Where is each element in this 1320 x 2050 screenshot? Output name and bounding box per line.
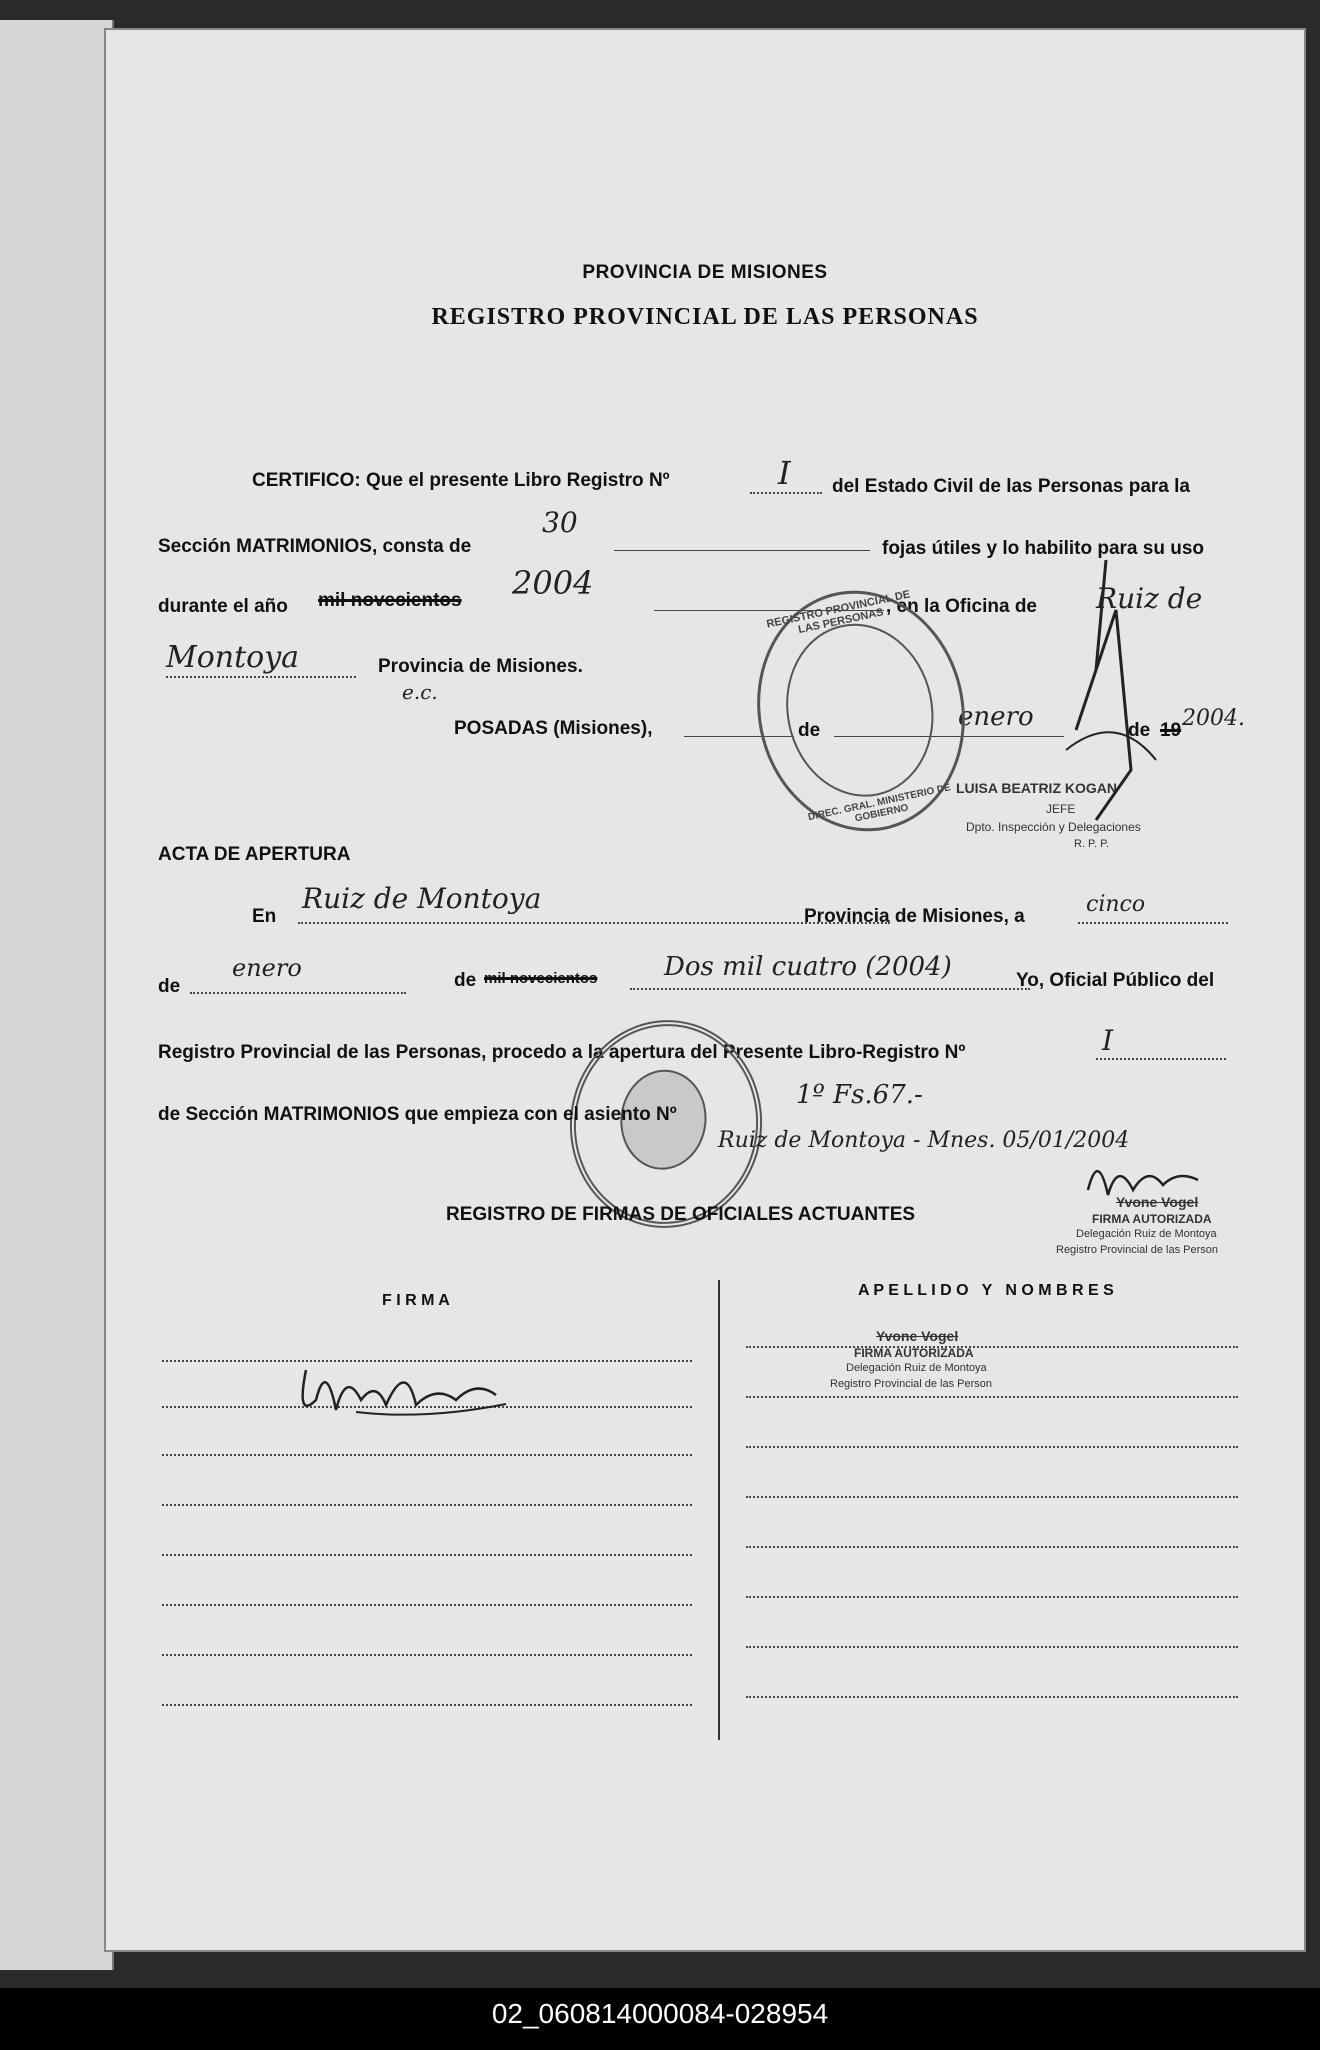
acta-day-line [1078, 922, 1228, 924]
sig-stamp-title-top: FIRMA AUTORIZADA [1092, 1212, 1212, 1226]
acta-book-line [1096, 1058, 1226, 1060]
acta-title: ACTA DE APERTURA [158, 844, 351, 865]
acta-prov-label: Provincia de Misiones, a [804, 906, 1025, 927]
year-value: 2004 [512, 564, 594, 602]
office-part2: Montoya [166, 640, 300, 675]
year-struck: mil novecientos [318, 590, 462, 611]
firma-line-7 [162, 1654, 692, 1656]
acta-place-line [298, 922, 890, 924]
left-page-edge [0, 20, 114, 1970]
round-seal-outer-text: REGISTRO PROVINCIAL DE LAS PERSONAS [765, 588, 912, 637]
sig-stamp-delegation-top: Delegación Ruiz de Montoya [1076, 1228, 1217, 1240]
sig-stamp-registry: Registro Provincial de las Person [830, 1378, 993, 1390]
cert-line3-end: , en la Oficina de [886, 596, 1037, 617]
acta-month-line [190, 992, 406, 994]
posadas-label: POSADAS (Misiones), [454, 718, 653, 739]
book-number: I [778, 454, 791, 492]
acta-en: En [252, 906, 277, 927]
nombre-line-5 [746, 1546, 1238, 1548]
posadas-de2: de [1128, 720, 1151, 741]
office-line [166, 676, 356, 678]
posadas-year: 2004. [1182, 706, 1245, 731]
cert-line1-text: CERTIFICO: Que el presente Libro Registro Nº [252, 470, 670, 491]
firmas-title: REGISTRO DE FIRMAS DE OFICIALES ACTUANTES [446, 1204, 916, 1225]
acta-line3: Registro Provincial de las Personas, procedo a la apertura del Presente Libro-Registro Nº [158, 1042, 966, 1063]
firma-line-5 [162, 1554, 692, 1556]
official-stamp-role: JEFE [1046, 802, 1076, 816]
firmas-divider [718, 1280, 720, 1740]
firmas-col2-header: A P E L L I D O Y N O M B R E S [858, 1282, 1114, 1299]
nombre-line-8 [746, 1696, 1238, 1698]
nombre-line-4 [746, 1496, 1238, 1498]
acta-day: cinco [1086, 892, 1146, 917]
nombre-line-1 [746, 1346, 1238, 1348]
acta-note: Ruiz de Montoya - Mnes. 05/01/2004 [718, 1128, 1130, 1153]
office-part1: Ruiz de [1096, 582, 1203, 615]
document-id-footer: 02_060814000084-028954 [0, 1988, 1320, 2050]
book-number-line [750, 492, 822, 494]
fojas-value: 30 [542, 506, 578, 539]
acta-year-struck: mil novecientos [484, 970, 598, 987]
round-seal-inner-text: DIREC. GRAL. MINISTERIO DE GOBIERNO [807, 782, 952, 825]
cert-line2-end: fojas útiles y lo habilito para su uso [882, 538, 1205, 559]
acta-year-words: Dos mil cuatro (2004) [664, 952, 952, 982]
sig-stamp-name-top: Yvone Vogel [1116, 1194, 1199, 1210]
sig-stamp-registry-top: Registro Provincial de las Person [1056, 1244, 1219, 1256]
acta-line4: de Sección MATRIMONIOS que empieza con el asiento Nº [158, 1104, 677, 1125]
acta-place: Ruiz de Montoya [302, 882, 542, 915]
official-signature [1036, 550, 1186, 830]
firma-line-4 [162, 1504, 692, 1506]
nombre-line-7 [746, 1646, 1238, 1648]
registry-heading: REGISTRO PROVINCIAL DE LAS PERSONAS [431, 304, 979, 330]
cert-line3-text: durante el año [158, 596, 288, 617]
firma-line-3 [162, 1454, 692, 1456]
initials: e.c. [402, 680, 438, 704]
official-stamp-dept: Dpto. Inspección y Delegaciones [966, 820, 1141, 834]
acta-de2: de [454, 970, 477, 991]
acta-month: enero [232, 954, 302, 982]
round-seal-inner [770, 610, 949, 811]
firmas-col1-header: F I R M A [382, 1292, 450, 1309]
firma-line-8 [162, 1704, 692, 1706]
firma-line-6 [162, 1604, 692, 1606]
posadas-month: enero [958, 702, 1034, 732]
fojas-line [614, 550, 870, 551]
document-page [104, 28, 1306, 1952]
province-heading: PROVINCIA DE MISIONES [582, 262, 828, 283]
acta-book-number: I [1102, 1024, 1114, 1057]
sig-stamp-name: Yvone Vogel [876, 1328, 959, 1344]
cert-line2-text: Sección MATRIMONIOS, consta de [158, 536, 472, 557]
sig-stamp-delegation: Delegación Ruiz de Montoya [846, 1362, 987, 1374]
firma-signature [286, 1340, 526, 1430]
nombre-line-3 [746, 1446, 1238, 1448]
sig-stamp-title: FIRMA AUTORIZADA [854, 1346, 974, 1360]
official-stamp-name: LUISA BEATRIZ KOGAN [956, 780, 1117, 796]
acta-yo: Yo, Oficial Público del [1016, 970, 1215, 991]
cert-line4-text: Provincia de Misiones. [378, 656, 583, 677]
cert-line1-end: del Estado Civil de las Personas para la [832, 476, 1190, 497]
acta-asiento: 1º Fs.67.- [796, 1080, 923, 1110]
official-stamp-org: R. P. P. [1074, 838, 1110, 850]
posadas-year-struck: 19 [1160, 720, 1182, 741]
nombre-line-6 [746, 1596, 1238, 1598]
posadas-de1: de [798, 720, 821, 741]
acta-year-line [630, 988, 1030, 990]
acta-de1: de [158, 976, 181, 997]
nombre-line-2 [746, 1396, 1238, 1398]
